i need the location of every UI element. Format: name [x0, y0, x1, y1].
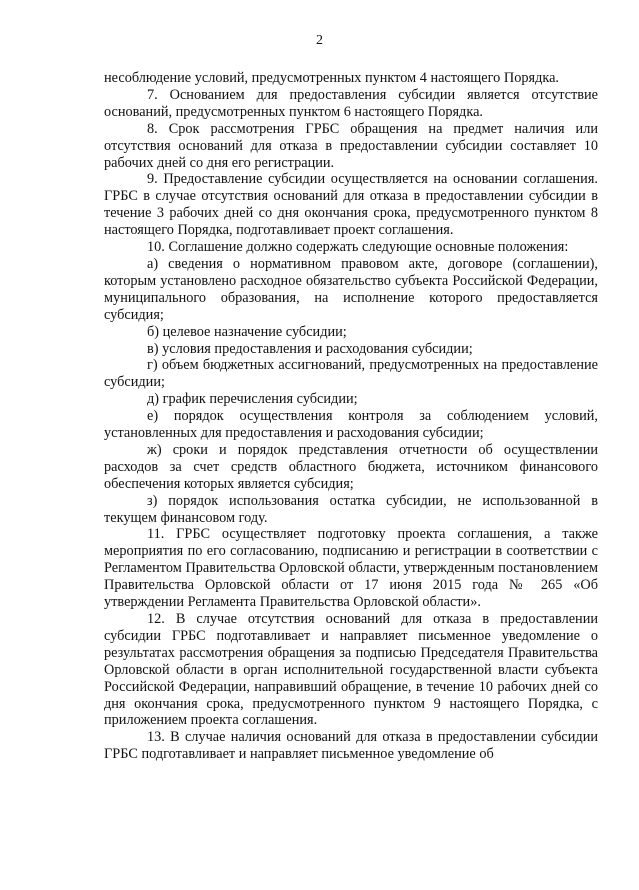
paragraph-11: 11. ГРБС осуществляет подготовку проекта соглашения, а также мероприятия по его согласованию, подписанию и регистрации в соответствии с Регламентом Правительства Орловской области, утвержденным постановлением Правительства Орловской области от 17 июня 2015 года № 265 «Об утверждении Регламента Правительства Орловской области». [104, 526, 598, 611]
list-item-b: б) целевое назначение субсидии; [147, 323, 347, 340]
paragraph-9: 9. Предоставление субсидии осуществляется на основании соглашения. ГРБС в случае отсутствия оснований для отказа в предоставлении субсидии в течение 3 рабочих дней со дня окончания срока, предусмотренного пунктом 8 настоящего Порядка, подготавливает проект соглашения. [104, 171, 598, 239]
paragraph-12: 12. В случае отсутствия оснований для отказа в предоставлении субсидии ГРБС подготавливает и направляет письменное уведомление о результатах рассмотрения обращения за подписью Председателя Правительства Орловской области в орган исполнительной государственной власти субъекта Российской Федерации, направивший обращение, в течение 10 рабочих дней со дня окончания срока, предусмотренного пунктом 9 настоящего Порядка, с приложением проекта соглашения. [104, 611, 598, 729]
list-item-v: в) условия предоставления и расходования субсидии; [147, 340, 473, 357]
paragraph-13: 13. В случае наличия оснований для отказа в предоставлении субсидии ГРБС подготавливает и направляет письменное уведомление об [104, 729, 598, 763]
document-body [104, 70, 598, 763]
paragraph-10: 10. Соглашение должно содержать следующие основные положения: [147, 239, 569, 256]
list-item-e: е) порядок осуществления контроля за соблюдением условий, установленных для предоставления и расходования субсидии; [104, 408, 598, 442]
list-item-zh: ж) сроки и порядок представления отчетности об осуществлении расходов за счет средств областного бюджета, источником финансового обеспечения которых является субсидия; [104, 441, 598, 492]
paragraph-7: 7. Основанием для предоставления субсидии является отсутствие оснований, предусмотренных пунктом 6 настоящего Порядка. [104, 86, 598, 120]
list-item-z: з) порядок использования остатка субсидии, не использованной в текущем финансовом году. [104, 492, 598, 526]
paragraph-continuation: несоблюдение условий, предусмотренных пунктом 4 настоящего Порядка. [104, 70, 560, 86]
list-item-g: г) объем бюджетных ассигнований, предусмотренных на предоставление субсидии; [104, 357, 598, 391]
page-number: 2 [316, 33, 323, 48]
list-item-a: а) сведения о нормативном правовом акте, договоре (соглашении), которым установлено расходное обязательство субъекта Российской Федерации, муниципального образования, на исполнение которого предоставляется субсидия; [104, 255, 598, 323]
paragraph-8: 8. Срок рассмотрения ГРБС обращения на предмет наличия или отсутствия оснований для отказа в предоставлении субсидии составляет 10 рабочих дней со дня его регистрации. [104, 120, 598, 171]
list-item-d: д) график перечисления субсидии; [147, 391, 358, 408]
